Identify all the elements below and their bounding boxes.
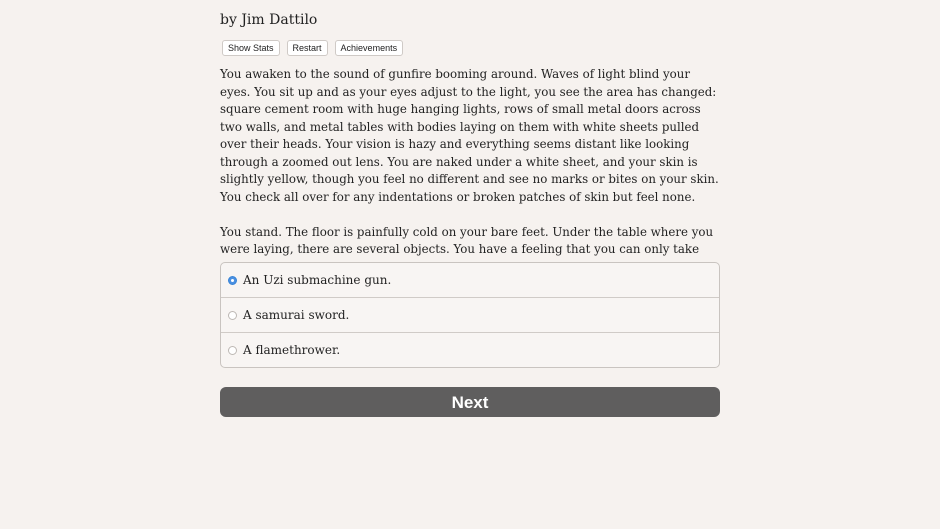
next-button[interactable]: Next bbox=[220, 387, 720, 417]
radio-unselected-icon[interactable] bbox=[228, 311, 237, 320]
author-byline: by Jim Dattilo bbox=[220, 12, 318, 28]
radio-selected-icon[interactable] bbox=[228, 276, 237, 285]
restart-button[interactable]: Restart bbox=[287, 40, 328, 56]
choice-option-uzi[interactable] bbox=[221, 263, 719, 297]
show-stats-button[interactable]: Show Stats bbox=[222, 40, 280, 56]
choice-label: A flamethrower. bbox=[243, 343, 341, 357]
story-paragraph: You stand. The floor is painfully cold on your bare feet. Under the table where you were laying, there are several objects. You have a feeling that you can only take bbox=[220, 224, 714, 256]
story-paragraph: You awaken to the sound of gunfire booming around. Waves of light blind your eyes. You sit up and as your eyes adjust to the light, you see the area has changed: square cement room with huge hanging lights, rows of small metal doors across two walls, and metal tables with bodies laying on them with white sheets pulled over their heads. Your vision is hazy and everything seems distant like looking through a zoomed out lens. You are naked under a white sheet, and your skin is slightly yellow, though you feel no different and see no marks or bites on your skin. You check all over for any indentations or broken patches of skin but feel none. bbox=[220, 67, 719, 204]
achievements-button[interactable]: Achievements bbox=[335, 40, 404, 56]
choice-label: A samurai sword. bbox=[243, 308, 350, 322]
choice-option-flamethrower[interactable] bbox=[221, 332, 719, 367]
radio-unselected-icon[interactable] bbox=[228, 346, 237, 355]
story-text bbox=[220, 66, 720, 294]
toolbar bbox=[222, 40, 403, 56]
choice-label: An Uzi submachine gun. bbox=[243, 273, 392, 287]
choice-option-sword[interactable] bbox=[221, 297, 719, 332]
choice-list bbox=[220, 262, 720, 368]
